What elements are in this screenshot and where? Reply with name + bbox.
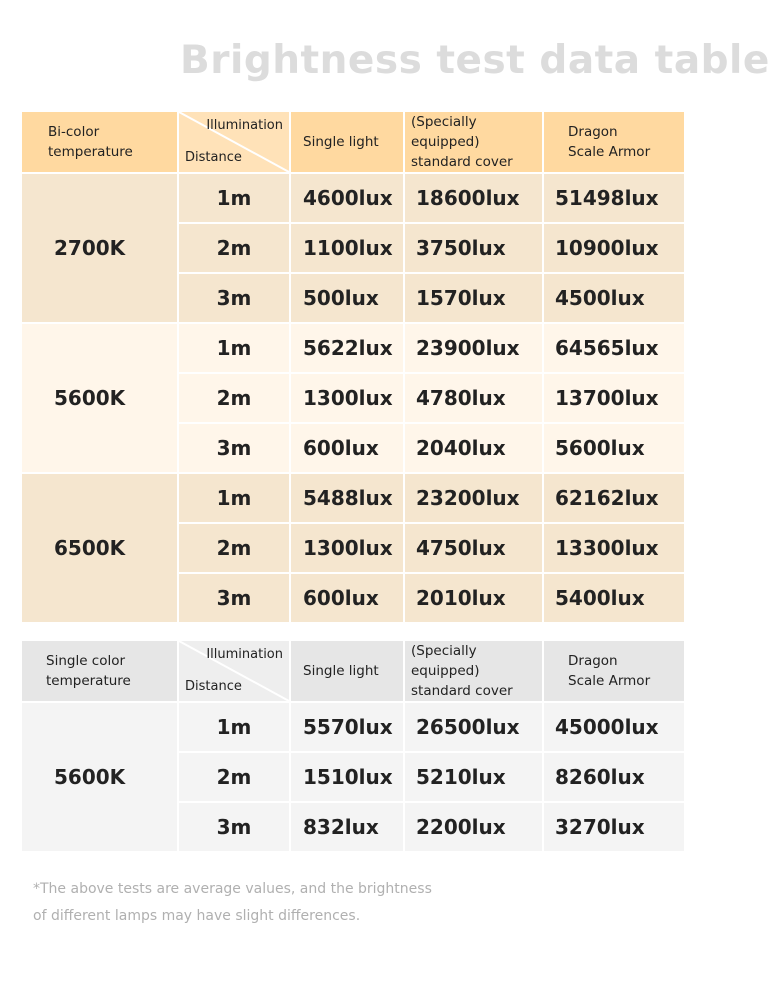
standard-cover-cell: 4750lux — [405, 524, 544, 574]
distance-cell: 2m — [179, 753, 291, 803]
standard-cover-cell: 2040lux — [405, 424, 544, 474]
col-header-cover-line1: (Specially equipped) — [411, 114, 480, 150]
standard-cover-cell: 18600lux — [405, 174, 544, 224]
dragon-scale-cell: 13300lux — [544, 524, 684, 574]
group-single-5600k — [22, 703, 684, 853]
table-row — [179, 574, 684, 624]
footnote-line2: of different lamps may have slight differences. — [33, 908, 361, 924]
dragon-scale-cell: 13700lux — [544, 374, 684, 424]
table-row — [179, 524, 684, 574]
standard-cover-cell: 26500lux — [405, 703, 544, 753]
distance-label: Distance — [185, 150, 242, 165]
table-row — [179, 174, 684, 224]
single-light-cell: 832lux — [291, 803, 405, 853]
col-header-cover-line2: standard cover — [411, 154, 513, 170]
dragon-scale-cell: 5400lux — [544, 574, 684, 624]
distance-cell: 1m — [179, 324, 291, 374]
dragon-scale-cell: 51498lux — [544, 174, 684, 224]
dragon-scale-cell: 8260lux — [544, 753, 684, 803]
col-header-single-light-text: Single light — [303, 134, 379, 150]
single-color-table — [22, 641, 684, 853]
single-light-cell: 1300lux — [291, 524, 405, 574]
distance-cell: 2m — [179, 224, 291, 274]
standard-cover-cell: 1570lux — [405, 274, 544, 324]
temp-type-header — [22, 641, 179, 703]
table-row — [179, 474, 684, 524]
single-light-cell: 5570lux — [291, 703, 405, 753]
col-header-standard-cover — [405, 641, 544, 703]
distance-cell: 2m — [179, 524, 291, 574]
table-row — [179, 753, 684, 803]
illumination-distance-header — [179, 641, 291, 703]
dragon-scale-cell: 45000lux — [544, 703, 684, 753]
distance-cell: 1m — [179, 174, 291, 224]
dragon-scale-cell: 62162lux — [544, 474, 684, 524]
temp-label: 2700K — [22, 174, 179, 324]
single-light-cell: 1510lux — [291, 753, 405, 803]
dragon-scale-cell: 3270lux — [544, 803, 684, 853]
table-row — [179, 374, 684, 424]
illumination-label: Illumination — [206, 118, 283, 133]
table-row — [179, 274, 684, 324]
temp-type-header — [22, 112, 179, 174]
single-light-cell: 1300lux — [291, 374, 405, 424]
col-header-cover-line1: (Specially equipped) — [411, 643, 480, 679]
standard-cover-cell: 23200lux — [405, 474, 544, 524]
col-header-standard-cover — [405, 112, 544, 174]
distance-label: Distance — [185, 679, 242, 694]
col-header-single-light-text: Single light — [303, 663, 379, 679]
standard-cover-cell: 2010lux — [405, 574, 544, 624]
temp-label: 6500K — [22, 474, 179, 624]
table-row — [179, 703, 684, 753]
group-2700k — [22, 174, 684, 324]
temp-type-label-line2: temperature — [48, 144, 133, 160]
temp-type-label-line2: temperature — [46, 673, 131, 689]
single-light-cell: 600lux — [291, 424, 405, 474]
single-color-header-row — [22, 641, 684, 703]
dragon-scale-cell: 4500lux — [544, 274, 684, 324]
standard-cover-cell: 3750lux — [405, 224, 544, 274]
footnote-line1: *The above tests are average values, and the brightness — [33, 881, 432, 897]
distance-cell: 1m — [179, 474, 291, 524]
distance-cell: 3m — [179, 574, 291, 624]
col-header-dragon-line2: Scale Armor — [568, 673, 651, 689]
dragon-scale-cell: 5600lux — [544, 424, 684, 474]
standard-cover-cell: 23900lux — [405, 324, 544, 374]
temp-label: 5600K — [22, 324, 179, 474]
col-header-dragon-scale — [544, 641, 684, 703]
table-row — [179, 324, 684, 374]
table-row — [179, 803, 684, 853]
col-header-dragon-line1: Dragon — [568, 124, 618, 140]
dragon-scale-cell: 10900lux — [544, 224, 684, 274]
illumination-label: Illumination — [206, 647, 283, 662]
col-header-dragon-scale — [544, 112, 684, 174]
footnote — [33, 876, 673, 930]
temp-type-label-line1: Bi-color — [48, 124, 100, 140]
col-header-single-light — [291, 112, 405, 174]
group-6500k — [22, 474, 684, 624]
col-header-cover-line2: standard cover — [411, 683, 513, 699]
single-light-cell: 1100lux — [291, 224, 405, 274]
col-header-single-light — [291, 641, 405, 703]
single-light-cell: 5488lux — [291, 474, 405, 524]
col-header-dragon-line1: Dragon — [568, 653, 618, 669]
illumination-distance-header — [179, 112, 291, 174]
single-light-cell: 500lux — [291, 274, 405, 324]
distance-cell: 3m — [179, 803, 291, 853]
dragon-scale-cell: 64565lux — [544, 324, 684, 374]
distance-cell: 3m — [179, 424, 291, 474]
table-row — [179, 424, 684, 474]
standard-cover-cell: 4780lux — [405, 374, 544, 424]
distance-cell: 2m — [179, 374, 291, 424]
single-light-cell: 600lux — [291, 574, 405, 624]
temp-label: 5600K — [22, 703, 179, 853]
bi-color-header-row — [22, 112, 684, 174]
single-light-cell: 4600lux — [291, 174, 405, 224]
single-light-cell: 5622lux — [291, 324, 405, 374]
page-title: Brightness test data table — [180, 38, 770, 83]
temp-type-label-line1: Single color — [46, 653, 126, 669]
bi-color-table — [22, 112, 684, 624]
standard-cover-cell: 5210lux — [405, 753, 544, 803]
table-row — [179, 224, 684, 274]
col-header-dragon-line2: Scale Armor — [568, 144, 651, 160]
standard-cover-cell: 2200lux — [405, 803, 544, 853]
distance-cell: 3m — [179, 274, 291, 324]
group-5600k — [22, 324, 684, 474]
distance-cell: 1m — [179, 703, 291, 753]
